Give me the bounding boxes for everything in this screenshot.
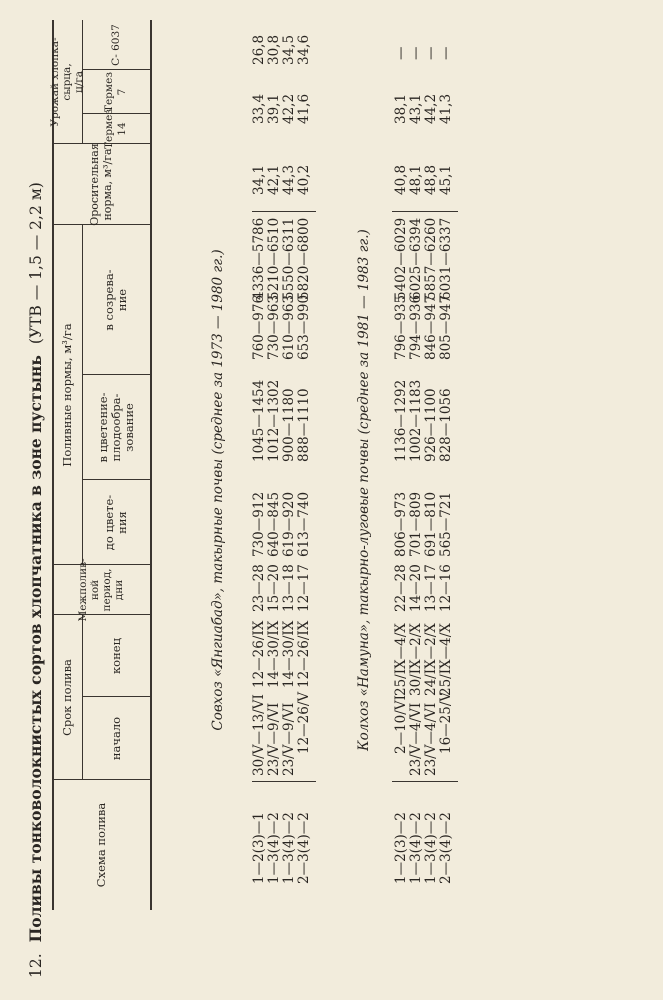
table-cell: 34,5 [281,34,297,65]
table-cell: 16—25/V [438,691,454,754]
table-cell: 5820—6800 [296,217,312,300]
table-cell: 610—963 [281,294,297,360]
table-cell: 12—26/IX [296,620,312,688]
table-number: 12. [27,953,45,978]
section-heading: Совхоз «Янгиабад», такырные почвы (среднее за 1973 — 1980 гг.) [210,249,226,731]
section2-col-before-flowering [394,492,454,557]
table-cell: 22—28 [393,564,409,612]
table-cell: 5402—6029 [393,217,409,300]
table-cell: 900—1180 [281,388,297,462]
table-cell: 619—920 [281,491,297,557]
header-yield-termez7: Термез 7 [103,71,128,113]
section2-col-flowering [394,380,454,462]
table-cell: 1—3(4)—2 [281,812,297,884]
table-cell: 12—17 [296,564,312,612]
section2-col-irrigation-norm [394,218,454,300]
header-norm-ripening: в созрева- ние [102,269,129,331]
table-cell: 41,3 [438,93,454,124]
table-cell: 640—845 [266,491,282,557]
section1-col-interval [252,564,312,612]
table-cell: 926—1100 [423,388,439,462]
table-cell: 2—3(4)—2 [296,812,312,884]
table-cell: 45,1 [438,164,454,195]
table-cell: 701—809 [408,491,424,557]
table-cell: 691—810 [423,491,439,557]
table-cell: 846—947 [423,294,439,360]
table-cell: 40,2 [296,164,312,195]
header-norms-group: Поливные нормы, м³/га [59,323,74,467]
header-irrigation-norm: Оросительная норма, м³/га [88,143,114,226]
section1-end-divider [252,211,316,212]
section2-col-end [394,623,454,696]
section1-col-before-flowering [252,492,312,557]
section2-col-yield-c6037 [394,47,454,61]
section2-col-start [394,692,454,776]
section1-col-yield-termez7 [252,94,312,124]
table-cell: 13—17 [423,564,439,612]
section2-col-scheme [394,812,454,884]
section1-col-irrigation-norm [252,218,312,300]
table-cell: 805—947 [438,294,454,360]
table-cell: 888—1110 [296,388,312,462]
table-cell: 39,1 [266,93,282,124]
table-cell: 30,8 [266,34,282,65]
table-cell: — [408,46,424,60]
table-cell: 23/V—9/VI [266,702,282,776]
table-cell: 653—990 [296,294,312,360]
table-cell: 41,6 [296,93,312,124]
table-cell: 43,1 [408,93,424,124]
table-cell: 23/V—4/VI [423,702,439,776]
table-cell: 1—2(3)—2 [393,812,409,884]
section-heading: Колхоз «Намуна», такырно-луговые почвы (среднее за 1981 — 1983 гг.) [356,229,372,751]
table-cell: 34,1 [251,164,267,195]
section2-col-yield-termez14 [394,165,454,195]
table-cell: 23/V—9/VI [281,702,297,776]
table-cell: 14—30/IX [281,620,297,688]
table-cell: 2—3(4)—2 [438,812,454,884]
header-yield-termez14: Термез 14 [103,108,128,150]
table-cell: 6025—6394 [408,217,424,300]
table-cell: 5857—6260 [423,217,439,300]
table-cell: 1—2(3)—1 [251,812,267,884]
table-cell: 730—912 [251,491,267,557]
table-utv-note: (УТВ — 1,5 — 2,2 м) [27,182,45,345]
section1-col-yield-termez14 [252,165,312,195]
table-cell: 828—1056 [438,388,454,462]
table-cell: 730—963 [266,294,282,360]
table-cell: 565—721 [438,491,454,557]
section2-col-ripening [394,295,454,360]
table-cell: 2—10/VI [393,695,409,754]
section2-scheme-divider [392,781,458,782]
table-cell: 44,2 [423,93,439,124]
table-cell: 14—30/IX [266,620,282,688]
section1-scheme-divider [252,781,316,782]
table-cell: 13—18 [281,564,297,612]
section2-col-yield-termez7 [394,94,454,124]
table-cell: 25/IX—4/X [393,623,409,696]
table-cell: 1012—1302 [266,379,282,462]
table-cell: 5550—6311 [281,217,297,300]
table-cell: 12—16 [438,564,454,612]
table-title: Поливы тонковолокнистых сортов хлопчатника в зоне пустынь [26,355,45,943]
section1-col-flowering [252,380,312,462]
table-cell: 44,3 [281,164,297,195]
table-cell: 42,2 [281,93,297,124]
table-cell: 24/IX—2/X [423,623,439,696]
table-cell: 1136—1292 [393,379,409,462]
header-term-start: начало [108,716,123,761]
section2-col-interval [394,564,454,612]
table-caption [26,18,45,978]
table-cell: 30/IX—2/X [408,623,424,696]
table-cell: 4336—5786 [251,217,267,300]
header-term-end: конец [108,638,123,674]
section1-col-start [252,692,312,776]
header-yield-group: Урожай хлопка-сырца, ц/га [49,37,85,127]
table-cell: 796—935 [393,294,409,360]
header-term-group: Срок полива [59,659,74,736]
table-cell: 48,1 [408,164,424,195]
table-cell: 1045—1454 [251,379,267,462]
section1-col-scheme [252,812,312,884]
table-cell: 12—26/IX [251,620,267,688]
table-cell: 1—3(4)—2 [408,812,424,884]
section1-col-end [252,621,312,688]
table-cell: 42,1 [266,164,282,195]
table-cell: 33,4 [251,93,267,124]
table-cell: 14—20 [408,564,424,612]
table-cell: 38,1 [393,93,409,124]
table-cell: 12—26/V [296,691,312,754]
table-cell: 25/IX—4/X [438,623,454,696]
table-cell: 1—3(4)—2 [266,812,282,884]
header-bottom-rule [150,20,152,910]
table-cell: 40,8 [393,164,409,195]
table-cell: 1—3(4)—2 [423,812,439,884]
section1-col-ripening [252,295,312,360]
section1-col-yield-c6037 [252,35,312,65]
table-cell: 613—740 [296,491,312,557]
section2-end-divider [392,211,458,212]
table-cell: 26,8 [251,34,267,65]
table-cell: 23—28 [251,564,267,612]
header-norm-before-flowering: до цвете- ния [102,494,129,551]
table-cell: 15—20 [266,564,282,612]
table-cell: 34,6 [296,34,312,65]
header-interval: Межполив- ной период, дни [77,558,125,622]
table-cell: 794—936 [408,294,424,360]
table-cell: 1002—1183 [408,379,424,462]
table-cell: 5210—6510 [266,217,282,300]
table-cell: — [438,46,454,60]
table-cell: 760—976 [251,294,267,360]
table-cell: 30/V—13/VI [251,694,267,776]
table-cell: 6031—6337 [438,217,454,300]
header-yield-c6037: С- 6037 [109,24,122,66]
table-cell: 23/V—4/VI [408,702,424,776]
table-cell: — [423,46,439,60]
table-cell: — [393,46,409,60]
header-norm-flowering: в цветение- плодообра- зование [95,392,136,463]
header-scheme: Схема полива [93,802,108,888]
table-cell: 806—973 [393,491,409,557]
table-cell: 48,8 [423,164,439,195]
